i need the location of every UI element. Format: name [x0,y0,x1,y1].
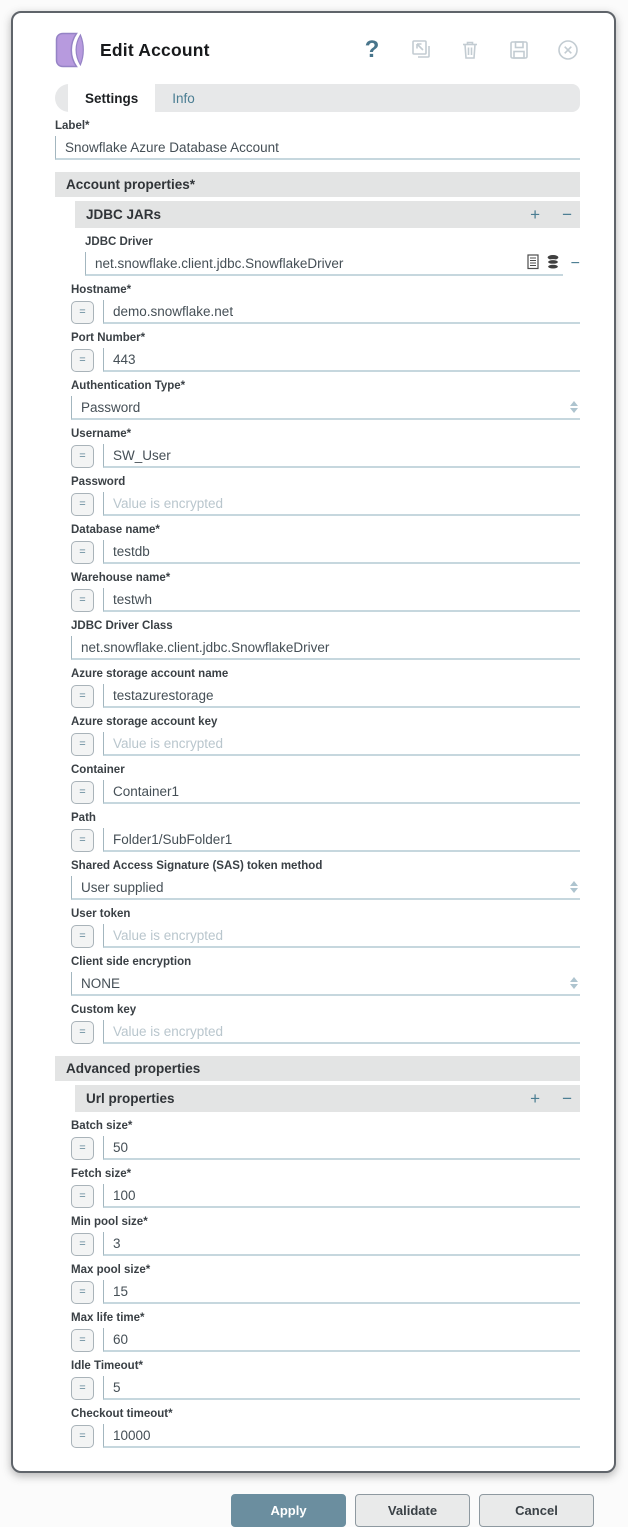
field-azure-storage-account-name [71,667,580,708]
database-name-label: Database name* [71,524,160,536]
username-input[interactable] [103,444,580,468]
max-pool-size-value: 15 [113,1283,129,1299]
field-max-life-time [71,1311,580,1352]
password-value: Value is encrypted [113,495,224,511]
save-icon[interactable] [507,38,531,62]
group-title: Url properties [86,1091,175,1106]
authentication-type-row [71,396,580,420]
client-side-encryption-row [71,972,580,996]
warehouse-name-input[interactable] [103,588,580,612]
shared-access-signature-sas-token-method-select[interactable] [71,876,580,900]
section-header-advanced-properties: Advanced properties [55,1056,580,1081]
spinner-up-icon [570,977,578,982]
min-pool-size-row [71,1232,580,1256]
jdbc-driver-class-label: JDBC Driver Class [71,620,173,632]
label-value: Snowflake Azure Database Account [65,139,279,155]
select-spinner-icon [570,881,578,893]
fetch-size-input[interactable] [103,1184,580,1208]
custom-key-expression-toggle-button[interactable]: = [71,1021,94,1044]
edit-account-dialog [11,11,616,1518]
field-batch-size [71,1119,580,1160]
remove-jar-icon[interactable]: − [570,255,580,272]
label-label: Label* [55,120,90,132]
hostname-expression-toggle-button[interactable]: = [71,301,94,324]
tab-info[interactable]: Info [172,90,195,106]
field-username [71,427,580,468]
dialog-toolbar [360,38,580,62]
group-header-jdbc-jars [75,201,580,228]
fetch-size-label: Fetch size* [71,1168,132,1180]
max-pool-size-expression-toggle-button[interactable]: = [71,1281,94,1304]
azure-storage-account-key-row [71,732,580,756]
jdbc-driver-value: net.snowflake.client.jdbc.SnowflakeDriver [95,255,344,271]
custom-key-value: Value is encrypted [113,1023,224,1039]
password-expression-toggle-button[interactable]: = [71,493,94,516]
azure-storage-account-name-value: testazurestorage [113,687,214,703]
spinner-down-icon [570,408,578,413]
label-input[interactable] [55,136,580,160]
user-token-value: Value is encrypted [113,927,224,943]
user-token-row [71,924,580,948]
container-input[interactable] [103,780,580,804]
idle-timeout-input[interactable] [103,1376,580,1400]
container-row [71,780,580,804]
azure-storage-account-key-input[interactable] [103,732,580,756]
field-fetch-size [71,1167,580,1208]
fetch-size-row [71,1184,580,1208]
select-spinner-icon [570,401,578,413]
username-label: Username* [71,428,132,440]
database-icon[interactable] [546,254,560,273]
account-snap-icon [55,32,87,68]
group-row-ops [530,206,572,223]
max-life-time-value: 60 [113,1331,129,1347]
warehouse-name-label: Warehouse name* [71,572,171,584]
add-row-icon[interactable]: + [530,205,541,224]
password-label: Password [71,476,126,488]
shared-access-signature-sas-token-method-value: User supplied [81,879,164,895]
idle-timeout-row [71,1376,580,1400]
authentication-type-value: Password [81,399,141,415]
fetch-size-value: 100 [113,1187,136,1203]
max-pool-size-label: Max pool size* [71,1264,151,1276]
port-number-value: 443 [113,351,136,367]
username-expression-toggle-button[interactable]: = [71,445,94,468]
field-hostname [71,283,580,324]
batch-size-expression-toggle-button[interactable]: = [71,1137,94,1160]
field-database-name [71,523,580,564]
database-name-expression-toggle-button[interactable]: = [71,541,94,564]
field-max-pool-size [71,1263,580,1304]
field-warehouse-name [71,571,580,612]
idle-timeout-label: Idle Timeout* [71,1360,143,1372]
field-checkout-timeout [71,1407,580,1448]
jdbc-driver-input[interactable] [85,252,563,276]
idle-timeout-expression-toggle-button[interactable]: = [71,1377,94,1400]
hostname-row [71,300,580,324]
port-number-expression-toggle-button[interactable]: = [71,349,94,372]
path-row [71,828,580,852]
port-number-label: Port Number* [71,332,146,344]
field-jdbc-driver-class [71,619,580,660]
shared-access-signature-sas-token-method-row [71,876,580,900]
close-icon[interactable] [556,38,580,62]
select-spinner-icon [570,977,578,989]
field-custom-key [71,1003,580,1044]
database-name-row [71,540,580,564]
checkout-timeout-label: Checkout timeout* [71,1408,173,1420]
user-token-label: User token [71,908,131,920]
username-value: SW_User [113,447,171,463]
azure-storage-account-key-value: Value is encrypted [113,735,224,751]
field-path [71,811,580,852]
field-user-token [71,907,580,948]
file-list-icon[interactable] [526,254,540,273]
user-token-expression-toggle-button[interactable]: = [71,925,94,948]
export-icon[interactable] [409,38,433,62]
path-expression-toggle-button[interactable]: = [71,829,94,852]
spinner-up-icon [570,401,578,406]
tab-bar [55,84,580,112]
hostname-input[interactable] [103,300,580,324]
fetch-size-expression-toggle-button[interactable]: = [71,1185,94,1208]
remove-row-icon[interactable]: − [562,205,572,224]
azure-storage-account-key-expression-toggle-button[interactable]: = [71,733,94,756]
path-input[interactable] [103,828,580,852]
spinner-down-icon [570,984,578,989]
checkout-timeout-expression-toggle-button[interactable]: = [71,1425,94,1448]
max-pool-size-input[interactable] [103,1280,580,1304]
azure-storage-account-name-label: Azure storage account name [71,668,229,680]
group-row-ops [530,1090,572,1107]
jdbc-row-icons [523,254,563,273]
apply-button[interactable]: Apply [231,1494,346,1527]
azure-storage-account-name-row [71,684,580,708]
max-life-time-label: Max life time* [71,1312,145,1324]
form-body [55,119,580,1448]
field-shared-access-signature-sas-token-method [71,859,580,900]
max-life-time-expression-toggle-button[interactable]: = [71,1329,94,1352]
user-token-input[interactable] [103,924,580,948]
hostname-label: Hostname* [71,284,132,296]
group-header-url-properties [75,1085,580,1112]
azure-storage-account-name-expression-toggle-button[interactable]: = [71,685,94,708]
field-container [71,763,580,804]
authentication-type-label: Authentication Type* [71,380,186,392]
validate-button[interactable]: Validate [355,1494,470,1527]
warehouse-name-row [71,588,580,612]
max-life-time-row [71,1328,580,1352]
checkout-timeout-input[interactable] [103,1424,580,1448]
container-label: Container [71,764,125,776]
min-pool-size-label: Min pool size* [71,1216,148,1228]
custom-key-label: Custom key [71,1004,137,1016]
azure-storage-account-key-label: Azure storage account key [71,716,218,728]
database-name-input[interactable] [103,540,580,564]
help-icon[interactable]: ? [364,36,380,63]
checkout-timeout-value: 10000 [113,1427,151,1443]
client-side-encryption-select[interactable] [71,972,580,996]
warehouse-name-expression-toggle-button[interactable]: = [71,589,94,612]
dialog-title: Edit Account [100,39,210,60]
hostname-value: demo.snowflake.net [113,303,234,319]
authentication-type-select[interactable] [71,396,580,420]
remove-row-icon[interactable]: − [562,1089,572,1108]
jdbc-driver-class-row [71,636,580,660]
add-row-icon[interactable]: + [530,1089,541,1108]
batch-size-input[interactable] [103,1136,580,1160]
custom-key-input[interactable] [103,1020,580,1044]
min-pool-size-input[interactable] [103,1232,580,1256]
group-title: JDBC JARs [86,207,162,222]
spinner-down-icon [570,888,578,893]
tab-settings[interactable]: Settings [68,84,155,112]
port-number-row [71,348,580,372]
min-pool-size-value: 3 [113,1235,121,1251]
cancel-button[interactable]: Cancel [479,1494,594,1527]
idle-timeout-value: 5 [113,1379,121,1395]
spinner-up-icon [570,881,578,886]
username-row [71,444,580,468]
client-side-encryption-label: Client side encryption [71,956,192,968]
jdbc-driver-row [85,252,580,276]
container-expression-toggle-button[interactable]: = [71,781,94,804]
password-input[interactable] [103,492,580,516]
dialog-header [55,29,580,71]
custom-key-row [71,1020,580,1044]
database-name-value: testdb [113,543,150,559]
checkout-timeout-row [71,1424,580,1448]
field-jdbc-driver [85,235,580,276]
field-label [55,119,580,160]
field-min-pool-size [71,1215,580,1256]
field-azure-storage-account-key [71,715,580,756]
field-password [71,475,580,516]
field-idle-timeout [71,1359,580,1400]
label-row [55,136,580,160]
shared-access-signature-sas-token-method-label: Shared Access Signature (SAS) token method [71,860,323,872]
max-life-time-input[interactable] [103,1328,580,1352]
container-value: Container1 [113,783,180,799]
password-row [71,492,580,516]
jdbc-driver-class-value: net.snowflake.client.jdbc.SnowflakeDriver [81,639,330,655]
batch-size-value: 50 [113,1139,129,1155]
delete-icon[interactable] [458,38,482,62]
warehouse-name-value: testwh [113,591,153,607]
field-authentication-type [71,379,580,420]
path-value: Folder1/SubFolder1 [113,831,233,847]
client-side-encryption-value: NONE [81,975,121,991]
field-client-side-encryption [71,955,580,996]
jdbc-driver-label: JDBC Driver [85,236,153,248]
batch-size-row [71,1136,580,1160]
batch-size-label: Batch size* [71,1120,133,1132]
footer-buttons [55,1494,594,1527]
max-pool-size-row [71,1280,580,1304]
azure-storage-account-name-input[interactable] [103,684,580,708]
section-header-account-properties: Account properties* [55,172,580,197]
jdbc-driver-class-input[interactable] [71,636,580,660]
path-label: Path [71,812,96,824]
port-number-input[interactable] [103,348,580,372]
field-port-number [71,331,580,372]
min-pool-size-expression-toggle-button[interactable]: = [71,1233,94,1256]
